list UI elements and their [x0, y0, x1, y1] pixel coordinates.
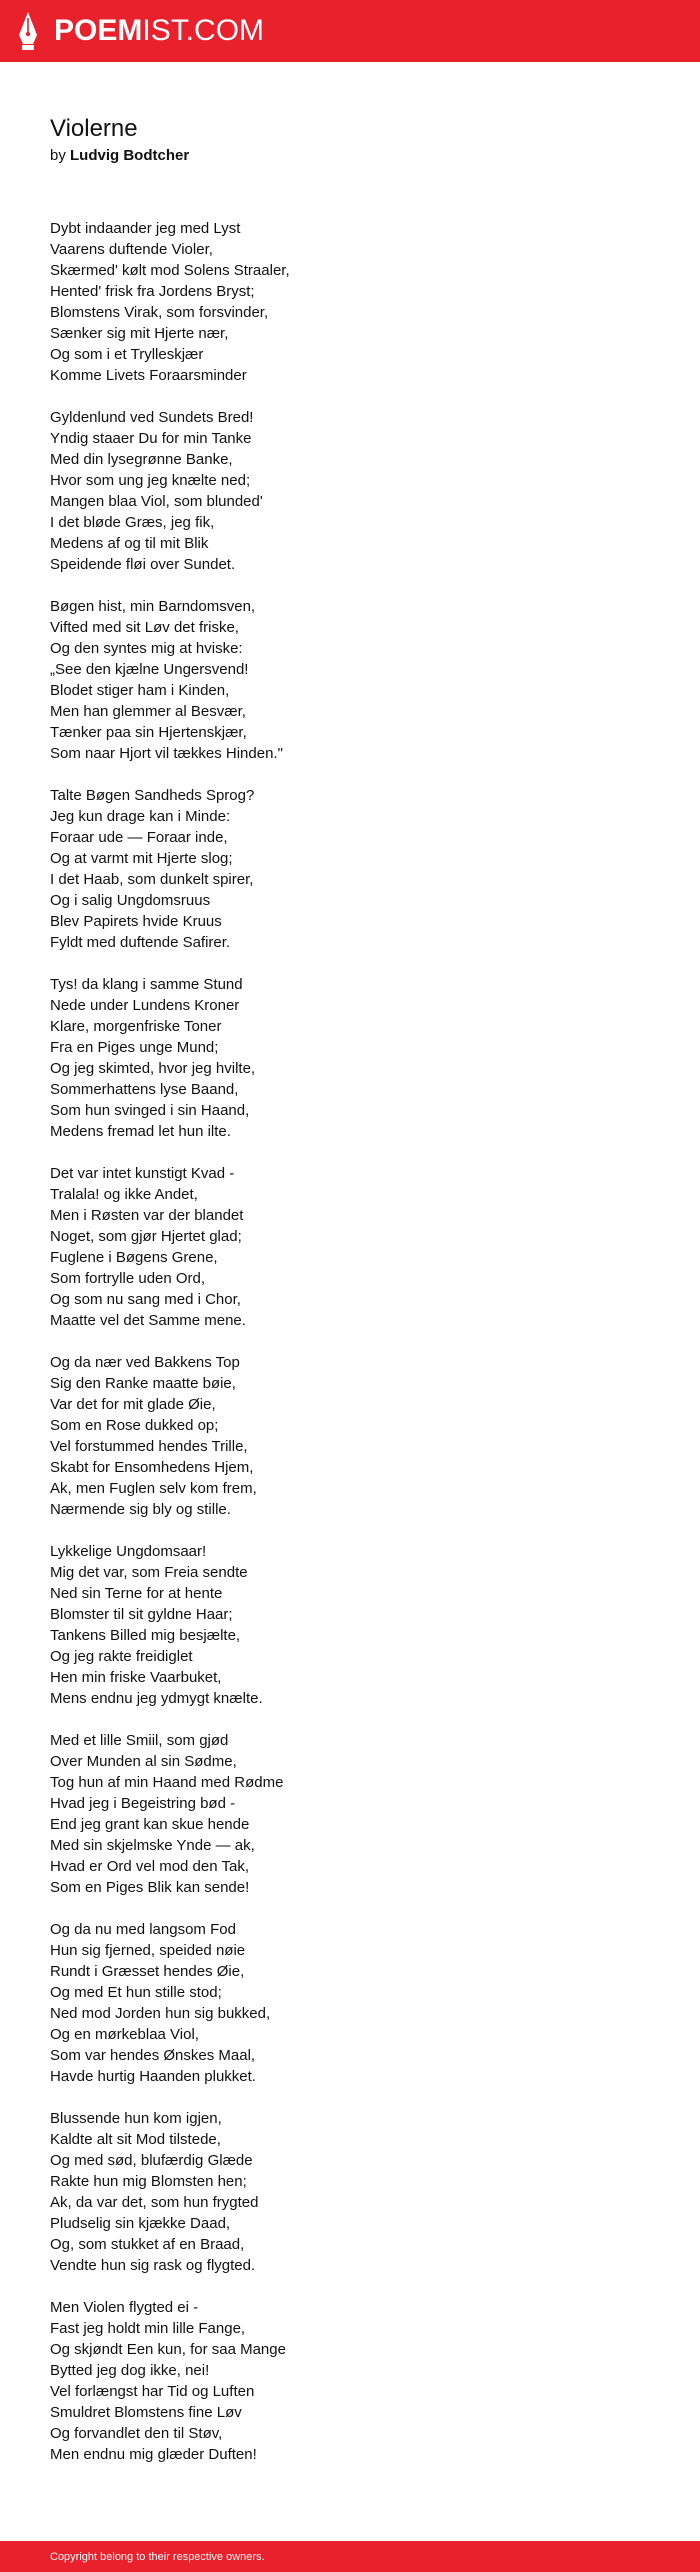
poem-line: Som hun svinged i sin Haand, [50, 1102, 250, 1119]
poem-line: Yndig staaer Du for min Tanke [50, 430, 252, 447]
poem-line: Ned sin Terne for at hente [50, 1585, 223, 1602]
poem-line: Fra en Piges unge Mund; [50, 1039, 219, 1056]
poem-line: Med sin skjelmske Ynde — ak, [50, 1837, 255, 1854]
poem-line: Tralala! og ikke Andet, [50, 1186, 198, 1203]
poem-line: Og da nær ved Bakkens Top [50, 1354, 240, 1371]
site-footer [0, 2541, 700, 2572]
poem-line: Hented' frisk fra Jordens Bryst; [50, 283, 255, 300]
poem-line: Foraar ude — Foraar inde, [50, 829, 228, 846]
poem-line: Medens af og til mit Blik [50, 535, 209, 552]
poem-line: Hun sig fjerned, speided nøie [50, 1942, 246, 1959]
poem-line: Som fortrylle uden Ord, [50, 1270, 206, 1287]
poem-stanza [50, 2297, 650, 2465]
poem-line: Hen min friske Vaarbuket, [50, 1669, 222, 1686]
poem-line: Blomstens Virak, som forsvinder, [50, 304, 269, 321]
poem-line: Og at varmt mit Hjerte slog; [50, 850, 233, 867]
poem-line: Var det for mit glade Øie, [50, 1396, 216, 1413]
poem-line: Kaldte alt sit Mod tilstede, [50, 2131, 221, 2148]
poem-line: Ak, men Fuglen selv kom frem, [50, 1480, 257, 1497]
site-header [0, 0, 700, 62]
poem-line: Rakte hun mig Blomsten hen; [50, 2173, 247, 2190]
poem-line: Gyldenlund ved Sundets Bred! [50, 409, 254, 426]
poem-line: „See den kjælne Ungersvend! [50, 661, 249, 678]
poem-line: Og jeg rakte freidiglet [50, 1648, 193, 1665]
poem-line: Med din lysegrønne Banke, [50, 451, 233, 468]
poem-line: Som naar Hjort vil tækkes Hinden." [50, 745, 283, 762]
poem-line: Talte Bøgen Sandheds Sprog? [50, 787, 255, 804]
poem-line: Mig det var, som Freia sendte [50, 1564, 248, 1581]
site-logo-text [54, 10, 264, 52]
poem-line: Men endnu mig glæder Duften! [50, 2446, 257, 2463]
poem-line: Klare, morgenfriske Toner [50, 1018, 222, 1035]
poem-line: Sænker sig mit Hjerte nær, [50, 325, 229, 342]
poem-line: Vifted med sit Løv det friske, [50, 619, 239, 636]
poem-line: Og forvandlet den til Støv, [50, 2425, 223, 2442]
poem-line: Vendte hun sig rask og flygted. [50, 2257, 256, 2274]
poem-line: Tog hun af min Haand med Rødme [50, 1774, 284, 1791]
poem-stanza [50, 1163, 650, 1331]
poem-stanza [50, 2108, 650, 2276]
poem-title: Violerne [50, 115, 138, 142]
poem-line: Fast jeg holdt min lille Fange, [50, 2320, 246, 2337]
poem-line: Hvad jeg i Begeistring bød - [50, 1795, 236, 1812]
poem-stanza [50, 1352, 650, 1520]
poem-line: Men Violen flygted ei - [50, 2299, 199, 2316]
poem-line: Nærmende sig bly og stille. [50, 1501, 231, 1518]
poem-stanza [50, 407, 650, 575]
poem-line: Bytted jeg dog ikke, nei! [50, 2362, 210, 2379]
poem-line: Og skjøndt Een kun, for saa Mange [50, 2341, 286, 2358]
poem-stanza [50, 1730, 650, 1898]
poem-line: Og i salig Ungdomsruus [50, 892, 211, 909]
poem-line: Og, som stukket af en Braad, [50, 2236, 245, 2253]
poem-line: Ned mod Jorden hun sig bukked, [50, 2005, 271, 2022]
poem-line: Smuldret Blomstens fine Løv [50, 2404, 242, 2421]
poem-line: Blev Papirets hvide Kruus [50, 913, 222, 930]
pen-nib-icon [16, 11, 40, 51]
poem-line: Med et lille Smiil, som gjød [50, 1732, 229, 1749]
poem-line: Og da nu med langsom Fod [50, 1921, 236, 1938]
poem-line: Og som i et Trylleskjær [50, 346, 204, 363]
poem-line: Tænker paa sin Hjertenskjær, [50, 724, 247, 741]
poem-stanza [50, 974, 650, 1142]
poem-line: Pludselig sin kjække Daad, [50, 2215, 231, 2232]
poem-line: Mens endnu jeg ydmygt knælte. [50, 1690, 263, 1707]
poem-line: Maatte vel det Samme mene. [50, 1312, 246, 1329]
poem-line: Men i Røsten var der blandet [50, 1207, 244, 1224]
poem-line: Mangen blaa Viol, som blunded' [50, 493, 263, 510]
poem-line: Og en mørkeblaa Viol, [50, 2026, 199, 2043]
poem-line: Vaarens duftende Violer, [50, 241, 213, 258]
poem-author[interactable]: Ludvig Bodtcher [70, 147, 190, 164]
poem-line: Hvad er Ord vel mod den Tak, [50, 1858, 249, 1875]
poem-content [50, 114, 650, 2486]
poem-line: Speidende fløi over Sundet. [50, 556, 236, 573]
poem-line: Men han glemmer al Besvær, [50, 703, 246, 720]
poem-line: Vel forlængst har Tid og Luften [50, 2383, 255, 2400]
poem-line: I det Haab, som dunkelt spirer, [50, 871, 254, 888]
poem-line: Bøgen hist, min Barndomsven, [50, 598, 256, 615]
poem-line: Som en Piges Blik kan sende! [50, 1879, 250, 1896]
poem-body [50, 218, 650, 2465]
poem-line: Hvor som ung jeg knælte ned; [50, 472, 251, 489]
poem-line: Jeg kun drage kan i Minde: [50, 808, 231, 825]
poem-stanza [50, 1541, 650, 1709]
logo-bold-text: POEM [54, 14, 143, 47]
poem-line: Som var hendes Ønskes Maal, [50, 2047, 256, 2064]
poem-line: Rundt i Græsset hendes Øie, [50, 1963, 245, 1980]
poem-line: Medens fremad let hun ilte. [50, 1123, 231, 1140]
poem-stanza [50, 1919, 650, 2087]
poem-line: Det var intet kunstigt Kvad - [50, 1165, 235, 1182]
poem-line: Fuglene i Bøgens Grene, [50, 1249, 218, 1266]
poem-line: Over Munden al sin Sødme, [50, 1753, 237, 1770]
poem-line: Skabt for Ensomhedens Hjem, [50, 1459, 254, 1476]
logo-light-text: IST.COM [142, 14, 265, 47]
poem-line: Nede under Lundens Kroner [50, 997, 240, 1014]
poem-line: Komme Livets Foraarsminder [50, 367, 247, 384]
poem-line: Vel forstummed hendes Trille, [50, 1438, 248, 1455]
poem-line: Og den syntes mig at hviske: [50, 640, 243, 657]
poem-line: Ak, da var det, som hun frygted [50, 2194, 259, 2211]
poem-line: Og med sød, blufærdig Glæde [50, 2152, 253, 2169]
poem-byline [50, 146, 650, 166]
poem-line: Blomster til sit gyldne Haar; [50, 1606, 233, 1623]
poem-line: Blodet stiger ham i Kinden, [50, 682, 230, 699]
poem-line: Og jeg skimted, hvor jeg hvilte, [50, 1060, 256, 1077]
site-logo[interactable] [16, 10, 264, 52]
poem-line: Skærmed' kølt mod Solens Straaler, [50, 262, 290, 279]
poem-line: Fyldt med duftende Safirer. [50, 934, 231, 951]
poem-line: Blussende hun kom igjen, [50, 2110, 222, 2127]
poem-line: Tys! da klang i samme Stund [50, 976, 243, 993]
poem-line: Som en Rose dukked op; [50, 1417, 219, 1434]
by-label: by [50, 147, 66, 164]
poem-line: I det bløde Græs, jeg fik, [50, 514, 215, 531]
poem-line: Lykkelige Ungdomsaar! [50, 1543, 207, 1560]
poem-line: Sommerhattens lyse Baand, [50, 1081, 239, 1098]
poem-line: Dybt indaander jeg med Lyst [50, 220, 241, 237]
poem-line: End jeg grant kan skue hende [50, 1816, 250, 1833]
poem-line: Tankens Billed mig besjælte, [50, 1627, 241, 1644]
poem-stanza [50, 596, 650, 764]
poem-stanza [50, 218, 650, 386]
poem-line: Og med Et hun stille stod; [50, 1984, 222, 2001]
poem-line: Sig den Ranke maatte bøie, [50, 1375, 236, 1392]
copyright-text: Copyright belong to their respective owners. [50, 2551, 265, 2563]
poem-line: Havde hurtig Haanden plukket. [50, 2068, 256, 2085]
poem-stanza [50, 785, 650, 953]
poem-line: Noget, som gjør Hjertet glad; [50, 1228, 242, 1245]
poem-line: Og som nu sang med i Chor, [50, 1291, 241, 1308]
